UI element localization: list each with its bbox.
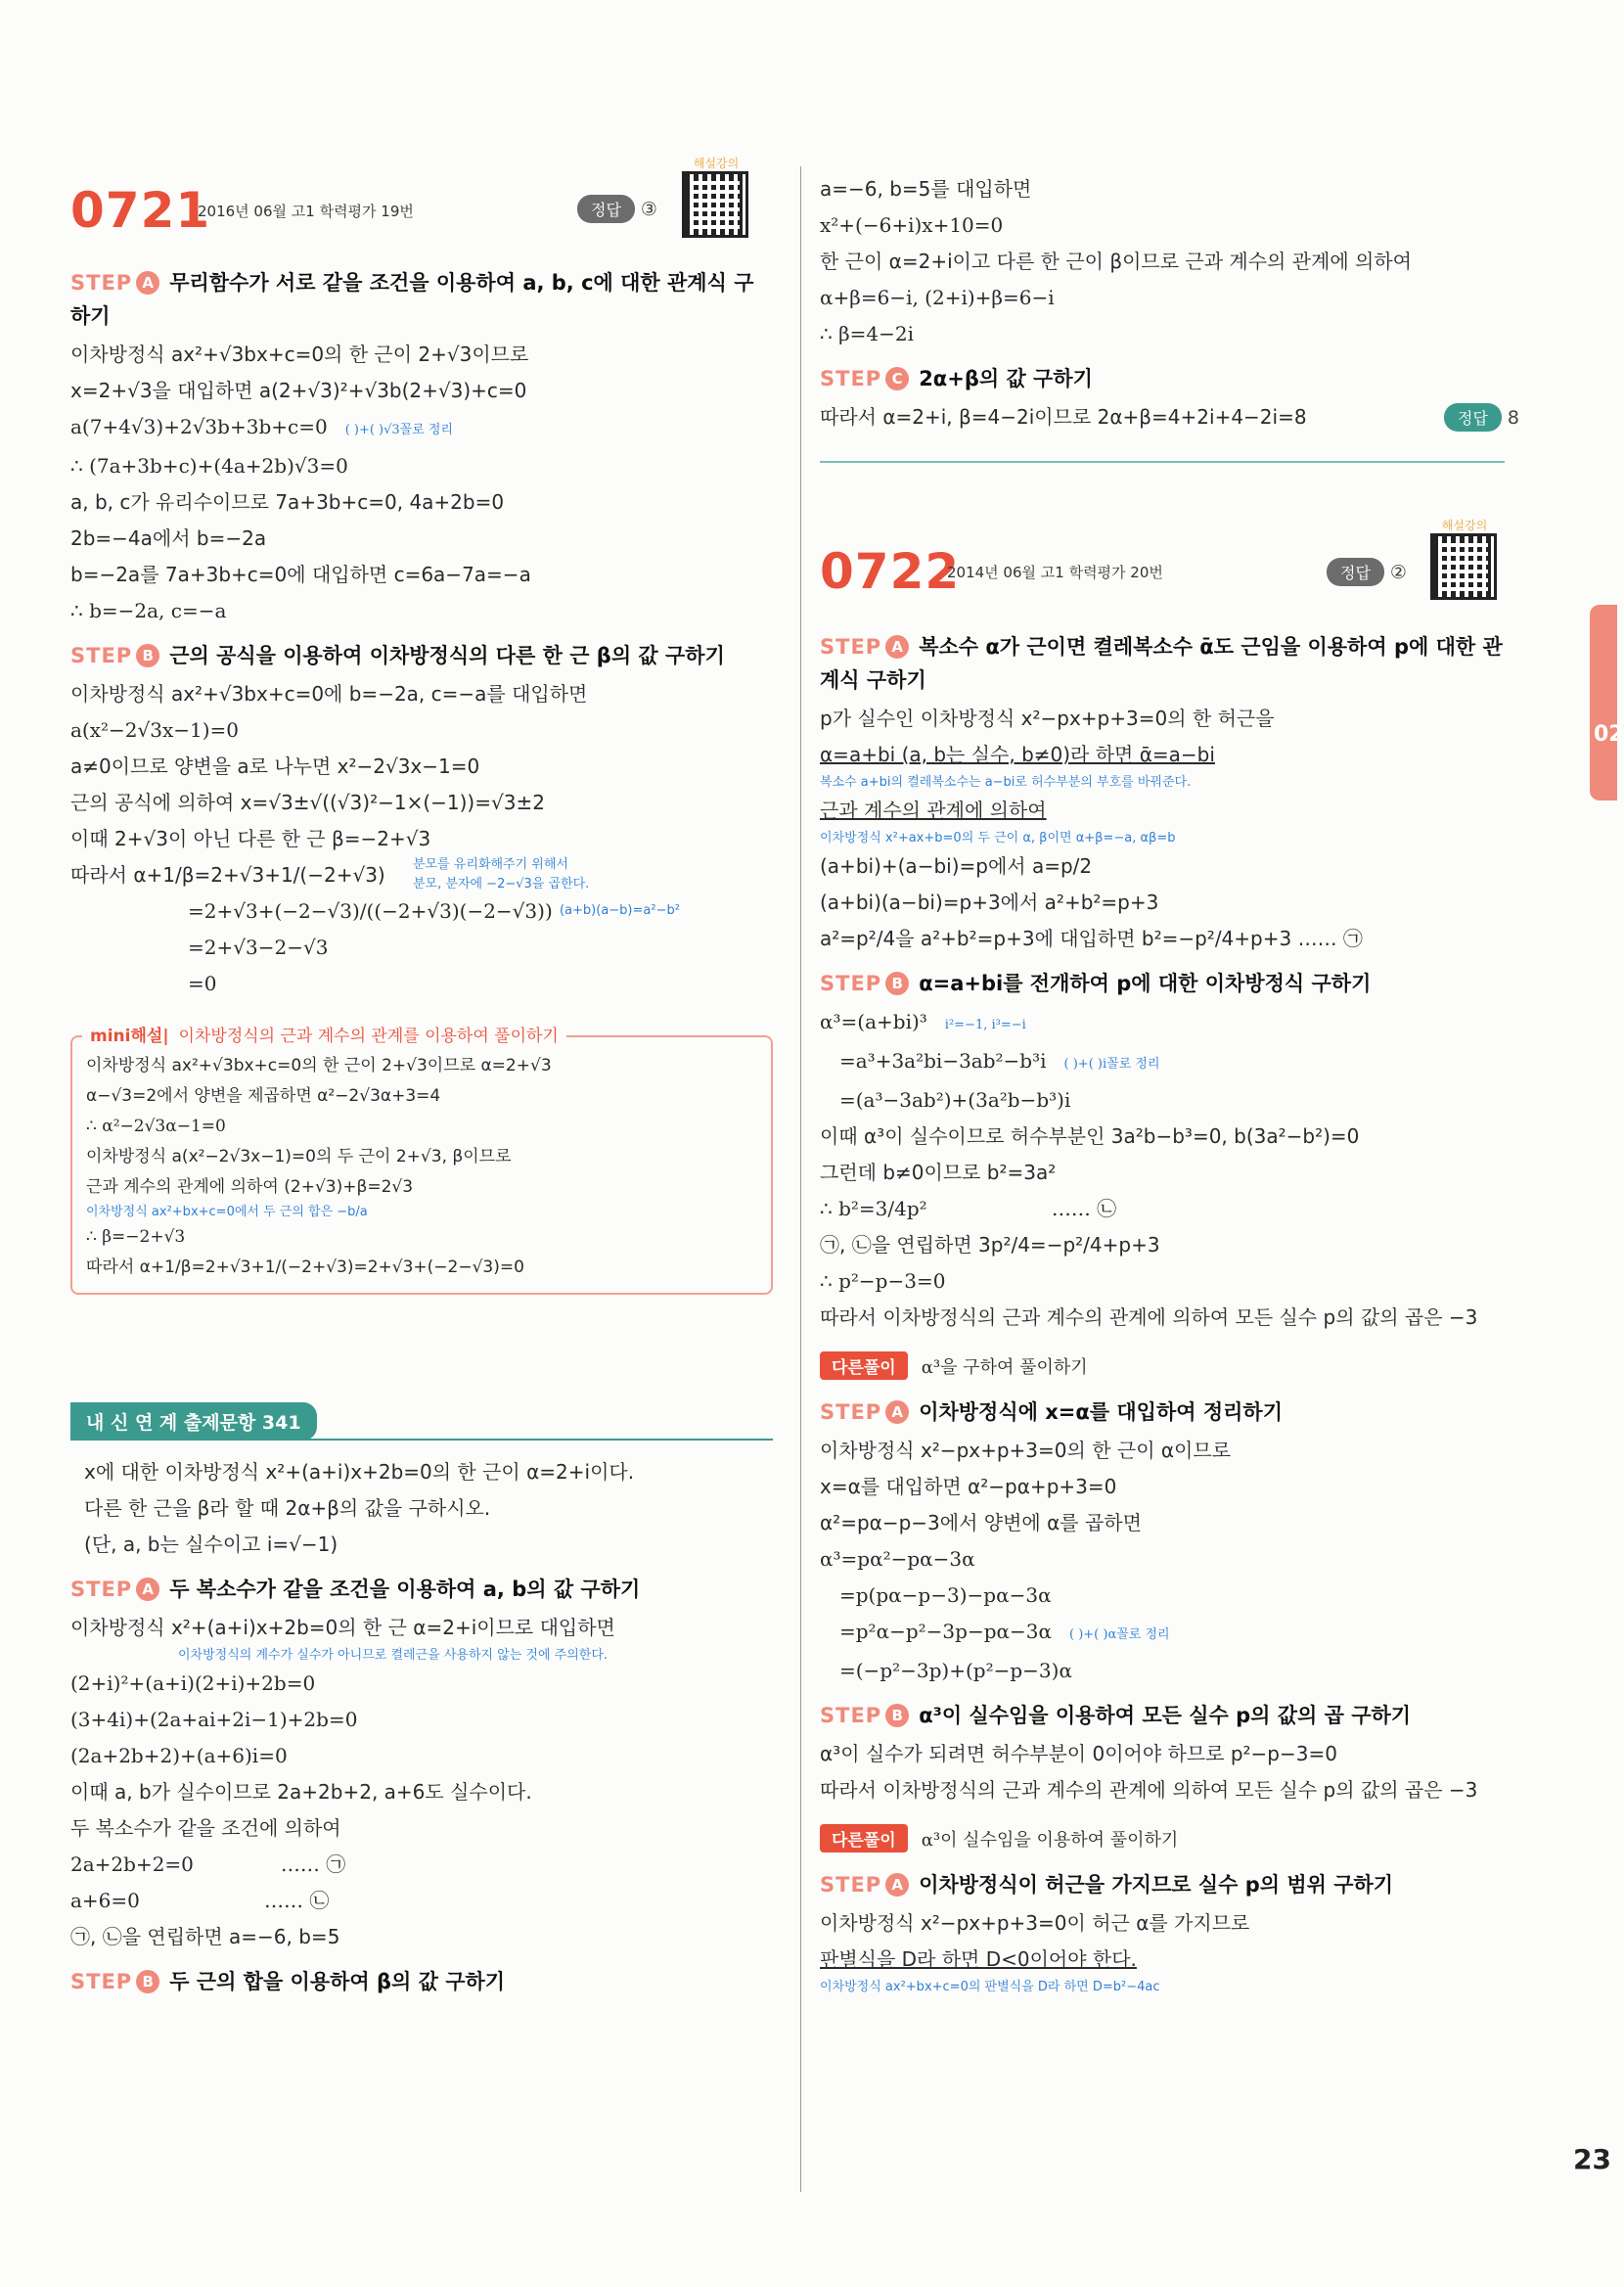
step-a-title: STEP A 무리함수가 서로 같을 조건을 이용하여 a, b, c에 대한 관계식 구하기 [70,271,754,328]
answer-badge [577,195,657,223]
solution-line: ∴ b²=3/4p² …… ㉡ [820,1197,1117,1220]
solution-line: ㉠, ㉡을 연립하면 a=−6, b=5 [70,1925,340,1948]
step-b-title: STEP B α³이 실수임을 이용하여 모든 실수 p의 값의 곱 구하기 [820,1704,1412,1727]
solution-line: ∴ p²−p−3=0 [820,1269,946,1293]
solution-line: b=−2a를 7a+3b+c=0에 대입하면 c=6a−7a=−a [70,563,531,586]
solution-line: 한 근이 α=2+i이고 다른 한 근이 β이므로 근과 계수의 관계에 의하여 [820,250,1412,273]
solution-line: =p²α−p²−3p−pα−3α [839,1620,1053,1643]
solution-0721 [70,256,773,2002]
answer-label: 정답 [577,195,635,223]
solution-line: 판별식을 D라 하면 D<0이어야 한다. [820,1947,1137,1971]
column-divider [800,166,801,2192]
step-a-title: STEP A 이차방정식이 허근을 가지므로 실수 p의 범위 구하기 [820,1873,1394,1897]
step-a-title: STEP A 복소수 α가 근이면 켤레복소수 ᾱ도 근임을 이용하여 p에 대한 관계식 구하기 [820,635,1503,692]
solution-line: α=a+bi (a, b는 실수, b≠0)라 하면 ᾱ=a−bi [820,743,1215,766]
solution-line: =2+√3−2−√3 [188,936,329,959]
solution-line: a²=p²/4을 a²+b²=p+3에 대입하면 b²=−p²/4+p+3 …… ㉠ [820,927,1363,950]
step-b-title: STEP B α=a+bi를 전개하여 p에 대한 이차방정식 구하기 [820,972,1372,995]
annotation: ( )+( )√3꼴로 정리 [344,423,454,437]
problem-line: 다른 한 근을 β라 할 때 2α+β의 값을 구하시오. [84,1496,491,1520]
alt-solution-label: 다른풀이 [820,1351,908,1380]
solution-line: 이차방정식 x²−px+p+3=0의 한 근이 α이므로 [820,1439,1232,1462]
solution-line: 이때 2+√3이 아닌 다른 한 근 β=−2+√3 [70,827,431,850]
solution-line: 근의 공식에 의하여 x=√3±√((√3)²−1×(−1))=√3±2 [70,791,545,814]
solution-line: α²=pα−p−3에서 양변에 α를 곱하면 [820,1511,1142,1534]
solution-line: α³이 실수가 되려면 허수부분이 0이어야 하므로 p²−p−3=0 [820,1742,1337,1765]
annotation: 이차방정식 ax²+bx+c=0의 판별식을 D라 하면 D=b²−4ac [820,1980,1160,1994]
solution-line: 두 복소수가 같을 조건에 의하여 [70,1816,341,1840]
annotation: ( )+( )i꼴로 정리 [1063,1057,1160,1072]
solution-line: (2a+2b+2)+(a+6)i=0 [70,1744,288,1767]
solution-line: α+β=6−i, (2+i)+β=6−i [820,286,1055,309]
solution-line: ∴ b=−2a, c=−a [70,599,227,622]
annotation: i²=−1, i³=−i [944,1018,1026,1032]
annotation: 이차방정식 ax²+bx+c=0에서 두 근의 합은 −b/a [86,1205,368,1219]
answer-badge [1444,403,1519,432]
step-c-title: STEP C 2α+β의 값 구하기 [820,367,1093,390]
divider [820,461,1505,463]
annotation: 분모를 유리화해주기 위해서 [413,857,568,872]
solution-line: 이때 α³이 실수이므로 허수부분인 3a²b−b³=0, b(3a²−b²)=0 [820,1124,1360,1148]
solution-line: ∴ β=4−2i [820,322,915,345]
mini-line: ∴ α²−2√3α−1=0 [86,1117,226,1136]
chapter-tab-label: 02 [1594,722,1624,747]
answer-value: ② [1389,562,1407,583]
annotation: ( )+( )α꼴로 정리 [1069,1627,1170,1642]
annotation: 복소수 a+bi의 켤레복소수는 a−bi로 허수부분의 부호를 바꿔준다. [820,775,1192,790]
solution-line: α³=(a+bi)³ [820,1010,927,1033]
annotation: (a+b)(a−b)=a²−b² [560,903,680,918]
problem-number: 0722 [820,543,961,600]
answer-badge [1327,558,1407,586]
qr-block[interactable] [682,155,750,238]
solution-line: (3+4i)+(2a+ai+2i−1)+2b=0 [70,1708,358,1731]
solution-line: a(x²−2√3x−1)=0 [70,718,240,742]
solution-line: 따라서 α=2+i, β=4−2i이므로 2α+β=4+2i+4−2i=8 [820,405,1307,429]
qr-label: 해설강의 [693,157,740,170]
answer-label: 정답 [1444,403,1502,432]
solution-line: 따라서 이차방정식의 근과 계수의 관계에 의하여 모든 실수 p의 값의 곱은 −3 [820,1305,1478,1329]
alt-solution-label: 다른풀이 [820,1824,908,1852]
annotation: 분모, 분자에 −2−√3을 곱한다. [413,877,590,892]
linked-solution-continued [820,171,1519,463]
alt-solution-1-header [820,1349,1519,1386]
linked-problem-text [84,1454,773,1563]
alt-solution-2-header [820,1822,1519,1858]
problem-header-0722 [820,543,960,600]
problem-number: 0721 [70,182,211,239]
solution-line: =(−p²−3p)+(p²−p−3)α [839,1659,1072,1682]
qr-code-icon[interactable] [682,171,748,238]
solution-line: 이차방정식 ax²+√3bx+c=0에 b=−2a, c=−a를 대입하면 [70,682,588,706]
annotation: 이차방정식의 계수가 실수가 아니므로 켤레근을 사용하지 않는 것에 주의한다. [178,1648,609,1663]
alt-solution-title: α³을 구하여 풀이하기 [921,1357,1088,1378]
solution-line: 이차방정식 x²+(a+i)x+2b=0의 한 근 α=2+i이므로 대입하면 [70,1616,615,1639]
step-a-title: STEP A 이차방정식에 x=α를 대입하여 정리하기 [820,1400,1283,1424]
solution-line: a≠0이므로 양변을 a로 나누면 x²−2√3x−1=0 [70,755,480,778]
alt-solution-title: α³이 실수임을 이용하여 풀이하기 [921,1830,1179,1851]
mini-line: 따라서 α+1/β=2+√3+1/(−2+√3)=2+√3+(−2−√3)=0 [86,1258,524,1277]
solution-line: x=α를 대입하면 α²−pα+p+3=0 [820,1475,1117,1498]
problem-source: 2016년 06월 고1 학력평가 19번 [198,203,414,220]
solution-line: =a³+3a²bi−3ab²−b³i [839,1049,1047,1073]
answer-label: 정답 [1327,558,1384,586]
answer-value: ③ [640,199,657,220]
solution-line: (a+bi)(a−bi)=p+3에서 a²+b²=p+3 [820,891,1159,914]
chapter-tab[interactable] [1590,605,1624,800]
step-b-title: STEP B 두 근의 합을 이용하여 β의 값 구하기 [70,1970,506,1993]
mini-line: α−√3=2에서 양변을 제곱하면 α²−2√3α+3=4 [86,1086,441,1106]
solution-line: =p(pα−p−3)−pα−3α [839,1583,1052,1607]
solution-line: p가 실수인 이차방정식 x²−px+p+3=0의 한 허근을 [820,707,1275,730]
solution-line: ㉠, ㉡을 연립하면 3p²/4=−p²/4+p+3 [820,1233,1160,1257]
solution-line: 이때 a, b가 실수이므로 2a+2b+2, a+6도 실수이다. [70,1780,532,1804]
solution-line: 그런데 b≠0이므로 b²=3a² [820,1161,1057,1184]
mini-solution-title: mini해설| 이차방정식의 근과 계수의 관계를 이용하여 풀이하기 [82,1022,566,1046]
solution-line: 2a+2b+2=0 …… ㉠ [70,1852,346,1876]
qr-label: 해설강의 [1441,519,1488,532]
answer-value: 8 [1507,407,1519,429]
mini-line: 근과 계수의 관계에 의하여 (2+√3)+β=2√3 [86,1177,414,1197]
solution-0722 [820,620,1519,1997]
solution-line: a=−6, b=5를 대입하면 [820,177,1032,201]
solution-line: x=2+√3을 대입하면 a(2+√3)²+√3b(2+√3)+c=0 [70,379,527,402]
step-a-title: STEP A 두 복소수가 같을 조건을 이용하여 a, b의 값 구하기 [70,1578,641,1601]
solution-line: =0 [188,972,217,995]
solution-line: (a+bi)+(a−bi)=p에서 a=p/2 [820,854,1093,878]
solution-line: 따라서 이차방정식의 근과 계수의 관계에 의하여 모든 실수 p의 값의 곱은 −3 [820,1778,1478,1802]
mini-solution-box [70,1027,773,1295]
solution-line: 2b=−4a에서 b=−2a [70,526,267,550]
solution-line: x²+(−6+i)x+10=0 [820,213,1004,237]
mini-line: 이차방정식 ax²+√3bx+c=0의 한 근이 2+√3이므로 α=2+√3 [86,1056,552,1075]
page-number: 23 [1573,2143,1611,2175]
solution-line: 이차방정식 ax²+√3bx+c=0의 한 근이 2+√3이므로 [70,343,529,366]
solution-line: 이차방정식 x²−px+p+3=0이 허근 α를 가지므로 [820,1911,1250,1935]
problem-source: 2014년 06월 고1 학력평가 20번 [947,564,1163,581]
mini-line: 이차방정식 a(x²−2√3x−1)=0의 두 근이 2+√3, β이므로 [86,1147,512,1166]
linked-problem-bar: 내 신 연 계 출제문항 341 [70,1402,317,1441]
solution-line: α³=pα²−pα−3α [820,1547,975,1571]
qr-block[interactable] [1430,517,1499,600]
problem-line: (단, a, b는 실수이고 i=√−1) [84,1532,338,1556]
solution-line: 근과 계수의 관계에 의하여 [820,799,1047,822]
solution-line: a, b, c가 유리수이므로 7a+3b+c=0, 4a+2b=0 [70,490,505,514]
step-b-title: STEP B 근의 공식을 이용하여 이차방정식의 다른 한 근 β의 값 구하기 [70,644,725,667]
solution-line: a+6=0 …… ㉡ [70,1889,330,1912]
problem-line: x에 대한 이차방정식 x²+(a+i)x+2b=0의 한 근이 α=2+i이다. [84,1460,635,1484]
problem-header-0721 [70,182,210,239]
solution-line: 따라서 α+1/β=2+√3+1/(−2+√3) [70,863,385,887]
solution-line: ∴ (7a+3b+c)+(4a+2b)√3=0 [70,454,348,478]
mini-line: ∴ β=−2+√3 [86,1227,186,1247]
solution-line: (2+i)²+(a+i)(2+i)+2b=0 [70,1671,316,1695]
solution-line: =(a³−3ab²)+(3a²b−b³)i [839,1088,1071,1112]
annotation: 이차방정식 x²+ax+b=0의 두 근이 α, β이면 α+β=−a, αβ=b [820,831,1176,846]
solution-line: a(7+4√3)+2√3b+3b+c=0 [70,415,328,438]
linked-problem-section [70,1402,773,1998]
solution-line: =2+√3+(−2−√3)/((−2+√3)(−2−√3)) [188,899,553,923]
qr-code-icon[interactable] [1430,533,1497,600]
